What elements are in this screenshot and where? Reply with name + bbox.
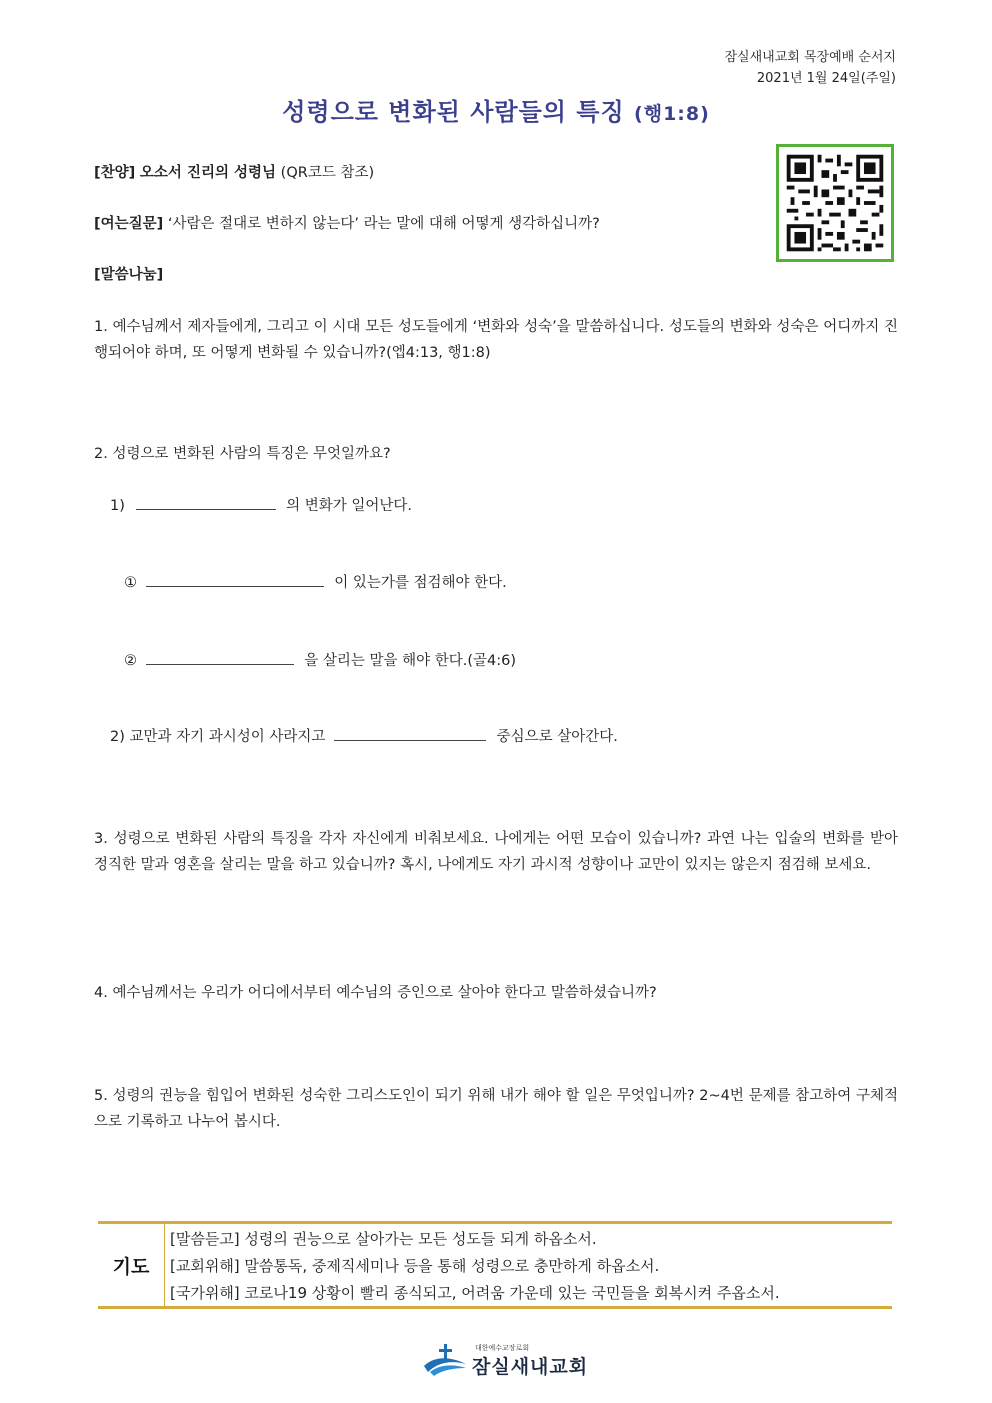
question-4 xyxy=(94,980,898,1006)
question-number: 3. xyxy=(94,831,108,847)
page-title xyxy=(0,92,992,127)
question-number: 4. xyxy=(94,985,108,1001)
sub-item-marker: ② xyxy=(124,653,137,669)
question-3 xyxy=(94,826,898,878)
opening-question-text: ‘사람은 절대로 변하지 않는다’ 라는 말에 대해 어떻게 생각하십니까? xyxy=(167,216,600,232)
sub-item-marker: 1) xyxy=(110,498,125,514)
sub-item-text: 을 살리는 말을 해야 한다.(골4:6) xyxy=(304,653,516,669)
praise-note: (QR코드 참조) xyxy=(280,165,375,181)
bulletin-date: 2021년 1월 24일(주일) xyxy=(756,71,896,86)
sub-item-2 xyxy=(110,725,618,746)
question-text: 예수님께서는 우리가 어디에서부터 예수님의 증인으로 살아야 한다고 말씀하셨습니까? xyxy=(112,985,657,1001)
question-text: 성령으로 변화된 사람의 특징은 무엇일까요? xyxy=(112,446,391,462)
sub-item-text-after: 중심으로 살아간다. xyxy=(496,729,618,745)
word-sharing-label: [말씀나눔] xyxy=(94,267,164,283)
question-number: 2. xyxy=(94,446,108,462)
opening-question-label: [여는질문] xyxy=(94,216,164,232)
sub-item-marker: ① xyxy=(124,575,137,591)
question-text: 예수님께서 제자들에게, 그리고 이 시대 모든 성도들에게 ‘변화와 성숙’을 말씀하십니다. 성도들의 변화와 성숙은 어디까지 진행되어야 하며, 또 어떻게 변화될 수 있습니까?(엡4:13, 행1:8) xyxy=(94,319,899,361)
question-text: 성령으로 변화된 사람의 특징을 각자 자신에게 비춰보세요. 나에게는 어떤 모습이 있습니까? 과연 나는 입술의 변화를 받아 정직한 말과 영혼을 살리는 말을 하고 있습니까? 혹시, 나에게도 자기 과시적 성향이나 교만이 있지는 않은지 점검해 보세요. xyxy=(94,831,899,873)
question-text: 성령의 권능을 힘입어 변화된 성숙한 그리스도인이 되기 위해 내가 해야 할 일은 무엇입니까? 2~4번 문제를 참고하여 구체적으로 기록하고 나누어 봅시다. xyxy=(94,1088,899,1130)
sub-item-text: 이 있는가를 점검해야 한다. xyxy=(334,575,507,591)
sub-item-text: 의 변화가 일어난다. xyxy=(286,498,412,514)
answer-blank[interactable] xyxy=(136,495,276,510)
sub-item-1 xyxy=(110,494,412,515)
prayer-box xyxy=(98,1221,892,1309)
title-main: 성령으로 변화된 사람들의 특징 xyxy=(282,98,625,126)
answer-blank[interactable] xyxy=(334,726,486,741)
prayer-line-church: [교회위해] 말씀통독, 중제직세미나 등을 통해 성령으로 충만하게 하옵소서. xyxy=(170,1257,660,1275)
qr-code-icon[interactable] xyxy=(776,144,894,262)
denomination-text: 대한예수교장로회 xyxy=(475,1344,530,1352)
question-number: 1. xyxy=(94,319,108,335)
prayer-line-nation: [국가위해] 코로나19 상황이 빨리 종식되고, 어려움 가운데 있는 국민들을 회복시켜 주옵소서. xyxy=(170,1284,780,1302)
prayer-label: 기도 xyxy=(98,1224,165,1306)
sub-item-1-1 xyxy=(124,571,507,592)
prayer-line-word: [말씀듣고] 성령의 권능으로 살아가는 모든 성도들 되게 하옵소서. xyxy=(170,1230,597,1248)
sub-item-1-2 xyxy=(124,649,516,670)
question-2 xyxy=(94,441,898,467)
praise-song: 오소서 진리의 성령님 xyxy=(139,165,277,181)
bulletin-name: 잠실새내교회 목장예배 순서지 xyxy=(724,50,896,65)
title-reference: (행1:8) xyxy=(634,103,710,125)
prayer-lines xyxy=(170,1226,780,1307)
praise-line xyxy=(94,161,374,182)
question-5 xyxy=(94,1083,898,1135)
opening-question xyxy=(94,212,600,233)
church-logo xyxy=(420,1340,590,1380)
church-logo-icon xyxy=(420,1342,470,1378)
praise-label: [찬양] xyxy=(94,165,136,181)
sub-item-marker: 2) xyxy=(110,729,125,745)
answer-blank[interactable] xyxy=(146,650,294,665)
question-1 xyxy=(94,314,898,366)
question-number: 5. xyxy=(94,1088,108,1104)
church-name: 잠실새내교회 xyxy=(472,1356,589,1378)
sub-item-text-before: 교만과 자기 과시성이 사라지고 xyxy=(129,729,326,745)
answer-blank[interactable] xyxy=(146,572,324,587)
